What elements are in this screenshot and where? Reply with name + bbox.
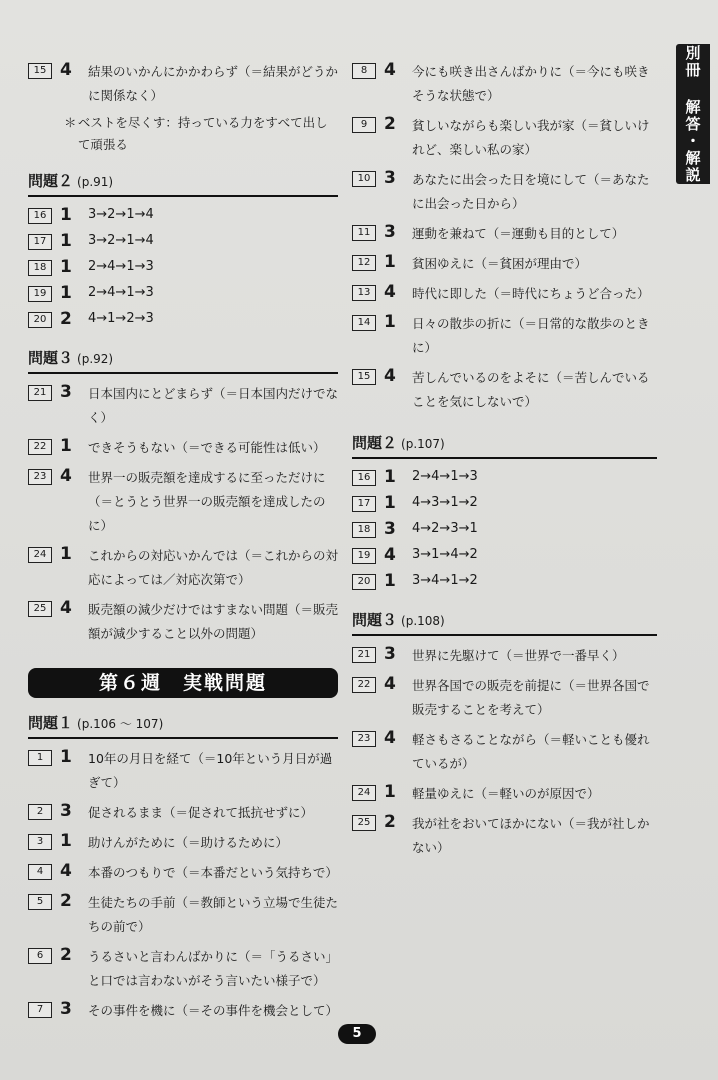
question-number: 21 <box>352 647 376 663</box>
answer-text: 世界に先駆けて（＝世界で一番早く） <box>412 648 625 663</box>
answer-item <box>352 519 657 539</box>
answer-item <box>352 366 657 414</box>
answer-value: 1 <box>60 231 72 251</box>
question-number: 11 <box>352 225 376 241</box>
answer-value: 4 <box>384 60 396 80</box>
section-heading <box>352 432 657 459</box>
section-page: (p.92) <box>77 352 114 366</box>
answer-text: 今にも咲き出さんばかりに（＝今にも咲きそうな状態で） <box>412 64 650 103</box>
question-number: 2 <box>28 804 52 820</box>
answer-item <box>352 252 657 276</box>
question-number: 22 <box>352 677 376 693</box>
answer-value: 3 <box>60 801 72 821</box>
answer-value: 1 <box>384 782 396 802</box>
answer-value: 1 <box>384 571 396 591</box>
answer-value: 3 <box>384 644 396 664</box>
answer-value: 4 <box>384 674 396 694</box>
question-number: 4 <box>28 864 52 880</box>
answer-text: 3→2→1→4 <box>88 233 154 248</box>
answer-value: 4 <box>384 366 396 386</box>
question-number: 1 <box>28 750 52 766</box>
answer-value: 1 <box>60 283 72 303</box>
answer-item <box>28 436 338 460</box>
answer-value: 2 <box>60 891 72 911</box>
answer-value: 1 <box>384 493 396 513</box>
question-number: 10 <box>352 171 376 187</box>
answer-value: 1 <box>60 544 72 564</box>
question-number: 20 <box>352 574 376 590</box>
answer-item <box>352 282 657 306</box>
answer-text: 貧困ゆえに（＝貧困が理由で） <box>412 256 588 271</box>
question-number: 6 <box>28 948 52 964</box>
section-title: 問題２ <box>352 434 398 452</box>
asterisk-icon: ＊ <box>64 115 77 130</box>
answer-text: 結果のいかんにかかわらず（＝結果がどうかに関係なく） <box>88 64 339 103</box>
question-number: 21 <box>28 385 52 401</box>
answer-list <box>28 747 338 1023</box>
answer-text: 貧しいながらも楽しい我が家（＝貧しいけれど、楽しい私の家） <box>412 118 650 157</box>
question-number: 17 <box>28 234 52 250</box>
answer-value: 2 <box>384 114 396 134</box>
answer-value: 4 <box>384 545 396 565</box>
section-page: (p.108) <box>401 614 445 628</box>
answer-text: 3→1→4→2 <box>412 547 478 562</box>
answer-list <box>28 205 338 329</box>
answer-text: あなたに出会った日を境にして（＝あなたに出会った日から） <box>412 172 650 211</box>
answer-value: 1 <box>60 747 72 767</box>
left-column <box>28 60 338 1029</box>
question-number: 12 <box>352 255 376 271</box>
question-number: 13 <box>352 285 376 301</box>
answer-item <box>28 945 338 993</box>
question-number: 20 <box>28 312 52 328</box>
question-number: 3 <box>28 834 52 850</box>
answer-text: 運動を兼ねて（＝運動も目的として） <box>412 226 625 241</box>
answer-item <box>28 831 338 855</box>
answer-value: 2 <box>384 812 396 832</box>
question-number: 15 <box>352 369 376 385</box>
answer-text: 促されるまま（＝促されて抵抗せずに） <box>88 805 314 820</box>
question-number: 19 <box>28 286 52 302</box>
answer-item <box>352 222 657 246</box>
answer-item <box>28 205 338 225</box>
answer-item <box>28 861 338 885</box>
section-page: (p.91) <box>77 175 114 189</box>
answer-value: 1 <box>60 205 72 225</box>
note <box>64 112 338 156</box>
answer-item <box>28 231 338 251</box>
question-number: 23 <box>28 469 52 485</box>
answer-value: 3 <box>60 382 72 402</box>
question-number: 9 <box>352 117 376 133</box>
answer-value: 4 <box>384 282 396 302</box>
section-heading <box>28 170 338 197</box>
page-number: 5 <box>338 1024 376 1044</box>
answer-value: 3 <box>384 519 396 539</box>
answer-item <box>28 283 338 303</box>
note-text: ベストを尽くす：持っている力をすべて出して頑張る <box>77 115 328 152</box>
answer-text: 生徒たちの手前（＝教師という立場で生徒たちの前で） <box>88 895 339 934</box>
answer-text: できそうもない（＝できる可能性は低い） <box>88 440 326 455</box>
answer-text: 軽さもさることながら（＝軽いことも優れているが） <box>412 732 650 771</box>
answer-item <box>28 801 338 825</box>
answer-item <box>352 644 657 668</box>
question-number: 8 <box>352 63 376 79</box>
question-number: 14 <box>352 315 376 331</box>
question-number: 18 <box>28 260 52 276</box>
answer-value: 2 <box>60 309 72 329</box>
answer-text: 4→1→2→3 <box>88 311 154 326</box>
answer-list <box>352 644 657 860</box>
answer-value: 1 <box>384 252 396 272</box>
answer-text: これからの対応いかんでは（＝これからの対応によっては／対応次第で） <box>88 548 339 587</box>
answer-item <box>28 466 338 538</box>
answer-text: 2→4→1→3 <box>88 259 154 274</box>
question-number: 5 <box>28 894 52 910</box>
answer-list <box>352 467 657 591</box>
answer-text: 4→3→1→2 <box>412 495 478 510</box>
side-tab: 別冊 解答・解説 <box>676 44 710 184</box>
answer-text: 世界一の販売額を達成するに至っただけに（＝とうとう世界一の販売額を達成したのに） <box>88 470 326 533</box>
answer-item <box>352 467 657 487</box>
section-heading <box>352 609 657 636</box>
answer-item <box>28 747 338 795</box>
answer-item <box>352 571 657 591</box>
answer-text: 日本国内にとどまらず（＝日本国内だけでなく） <box>88 386 339 425</box>
answer-item <box>28 60 338 108</box>
section-title: 問題１ <box>28 714 74 732</box>
answer-text: 軽量ゆえに（＝軽いのが原因で） <box>412 786 600 801</box>
answer-value: 4 <box>60 466 72 486</box>
section-heading <box>28 347 338 374</box>
answer-text: 3→2→1→4 <box>88 207 154 222</box>
answer-text: 2→4→1→3 <box>88 285 154 300</box>
answer-value: 4 <box>60 60 72 80</box>
answer-text: 時代に即した（＝時代にちょうど合った） <box>412 286 650 301</box>
answer-text: 我が社をおいてほかにない（＝我が社しかない） <box>412 816 650 855</box>
answer-item <box>352 782 657 806</box>
question-number: 25 <box>352 815 376 831</box>
question-number: 16 <box>28 208 52 224</box>
answer-value: 3 <box>60 999 72 1019</box>
answer-item <box>352 545 657 565</box>
answer-item <box>28 382 338 430</box>
section-title: 問題２ <box>28 172 74 190</box>
answer-value: 1 <box>60 831 72 851</box>
answer-text: うるさいと言わんばかりに（＝「うるさい」と口では言わないがそう言いたい様子で） <box>88 949 339 988</box>
answer-item <box>352 812 657 860</box>
question-number: 18 <box>352 522 376 538</box>
section-title: 問題３ <box>352 611 398 629</box>
answer-value: 1 <box>60 257 72 277</box>
answer-item <box>28 257 338 277</box>
answer-text: 3→4→1→2 <box>412 573 478 588</box>
answer-item <box>352 114 657 162</box>
answer-item <box>28 598 338 646</box>
answer-item <box>28 891 338 939</box>
answer-item <box>352 674 657 722</box>
answer-value: 3 <box>384 168 396 188</box>
answer-text: 苦しんでいるのをよそに（＝苦しんでいることを気にしないで） <box>412 370 650 409</box>
answer-item <box>352 168 657 216</box>
section-heading <box>28 712 338 739</box>
section-page: (p.107) <box>401 437 445 451</box>
answer-value: 4 <box>384 728 396 748</box>
question-number: 16 <box>352 470 376 486</box>
answer-item <box>352 728 657 776</box>
answer-text: 4→2→3→1 <box>412 521 478 536</box>
answer-text: 助けんがために（＝助けるために） <box>88 835 289 850</box>
question-number: 15 <box>28 63 52 79</box>
section-page: (p.106 ～ 107) <box>77 717 164 731</box>
answer-text: 販売額の減少だけではすまない問題（＝販売額が減少すること以外の問題） <box>88 602 339 641</box>
answer-value: 1 <box>60 436 72 456</box>
question-number: 25 <box>28 601 52 617</box>
question-number: 17 <box>352 496 376 512</box>
answer-value: 2 <box>60 945 72 965</box>
answer-item <box>28 309 338 329</box>
answer-item <box>352 60 657 108</box>
answer-item <box>352 312 657 360</box>
answer-item <box>28 544 338 592</box>
answer-text: 2→4→1→3 <box>412 469 478 484</box>
answer-text: その事件を機に（＝その事件を機会として） <box>88 1003 339 1018</box>
question-number: 23 <box>352 731 376 747</box>
answer-list <box>28 382 338 646</box>
answer-item <box>352 493 657 513</box>
chapter-banner: 第６週 実戦問題 <box>28 668 338 698</box>
answer-text: 世界各国での販売を前提に（＝世界各国で販売することを考えて） <box>412 678 650 717</box>
answer-value: 1 <box>384 312 396 332</box>
question-number: 24 <box>28 547 52 563</box>
right-column <box>352 60 657 866</box>
question-number: 19 <box>352 548 376 564</box>
answer-value: 1 <box>384 467 396 487</box>
section-title: 問題３ <box>28 349 74 367</box>
question-number: 22 <box>28 439 52 455</box>
question-number: 24 <box>352 785 376 801</box>
answer-item <box>28 999 338 1023</box>
answer-value: 4 <box>60 861 72 881</box>
answer-text: 日々の散歩の折に（＝日常的な散歩のときに） <box>412 316 650 355</box>
answer-text: 本番のつもりで（＝本番だという気持ちで） <box>88 865 338 880</box>
answer-text: 10年の月日を経て（＝10年という月日が過ぎて） <box>88 751 333 790</box>
answer-value: 4 <box>60 598 72 618</box>
answer-value: 3 <box>384 222 396 242</box>
answer-list <box>352 60 657 414</box>
question-number: 7 <box>28 1002 52 1018</box>
